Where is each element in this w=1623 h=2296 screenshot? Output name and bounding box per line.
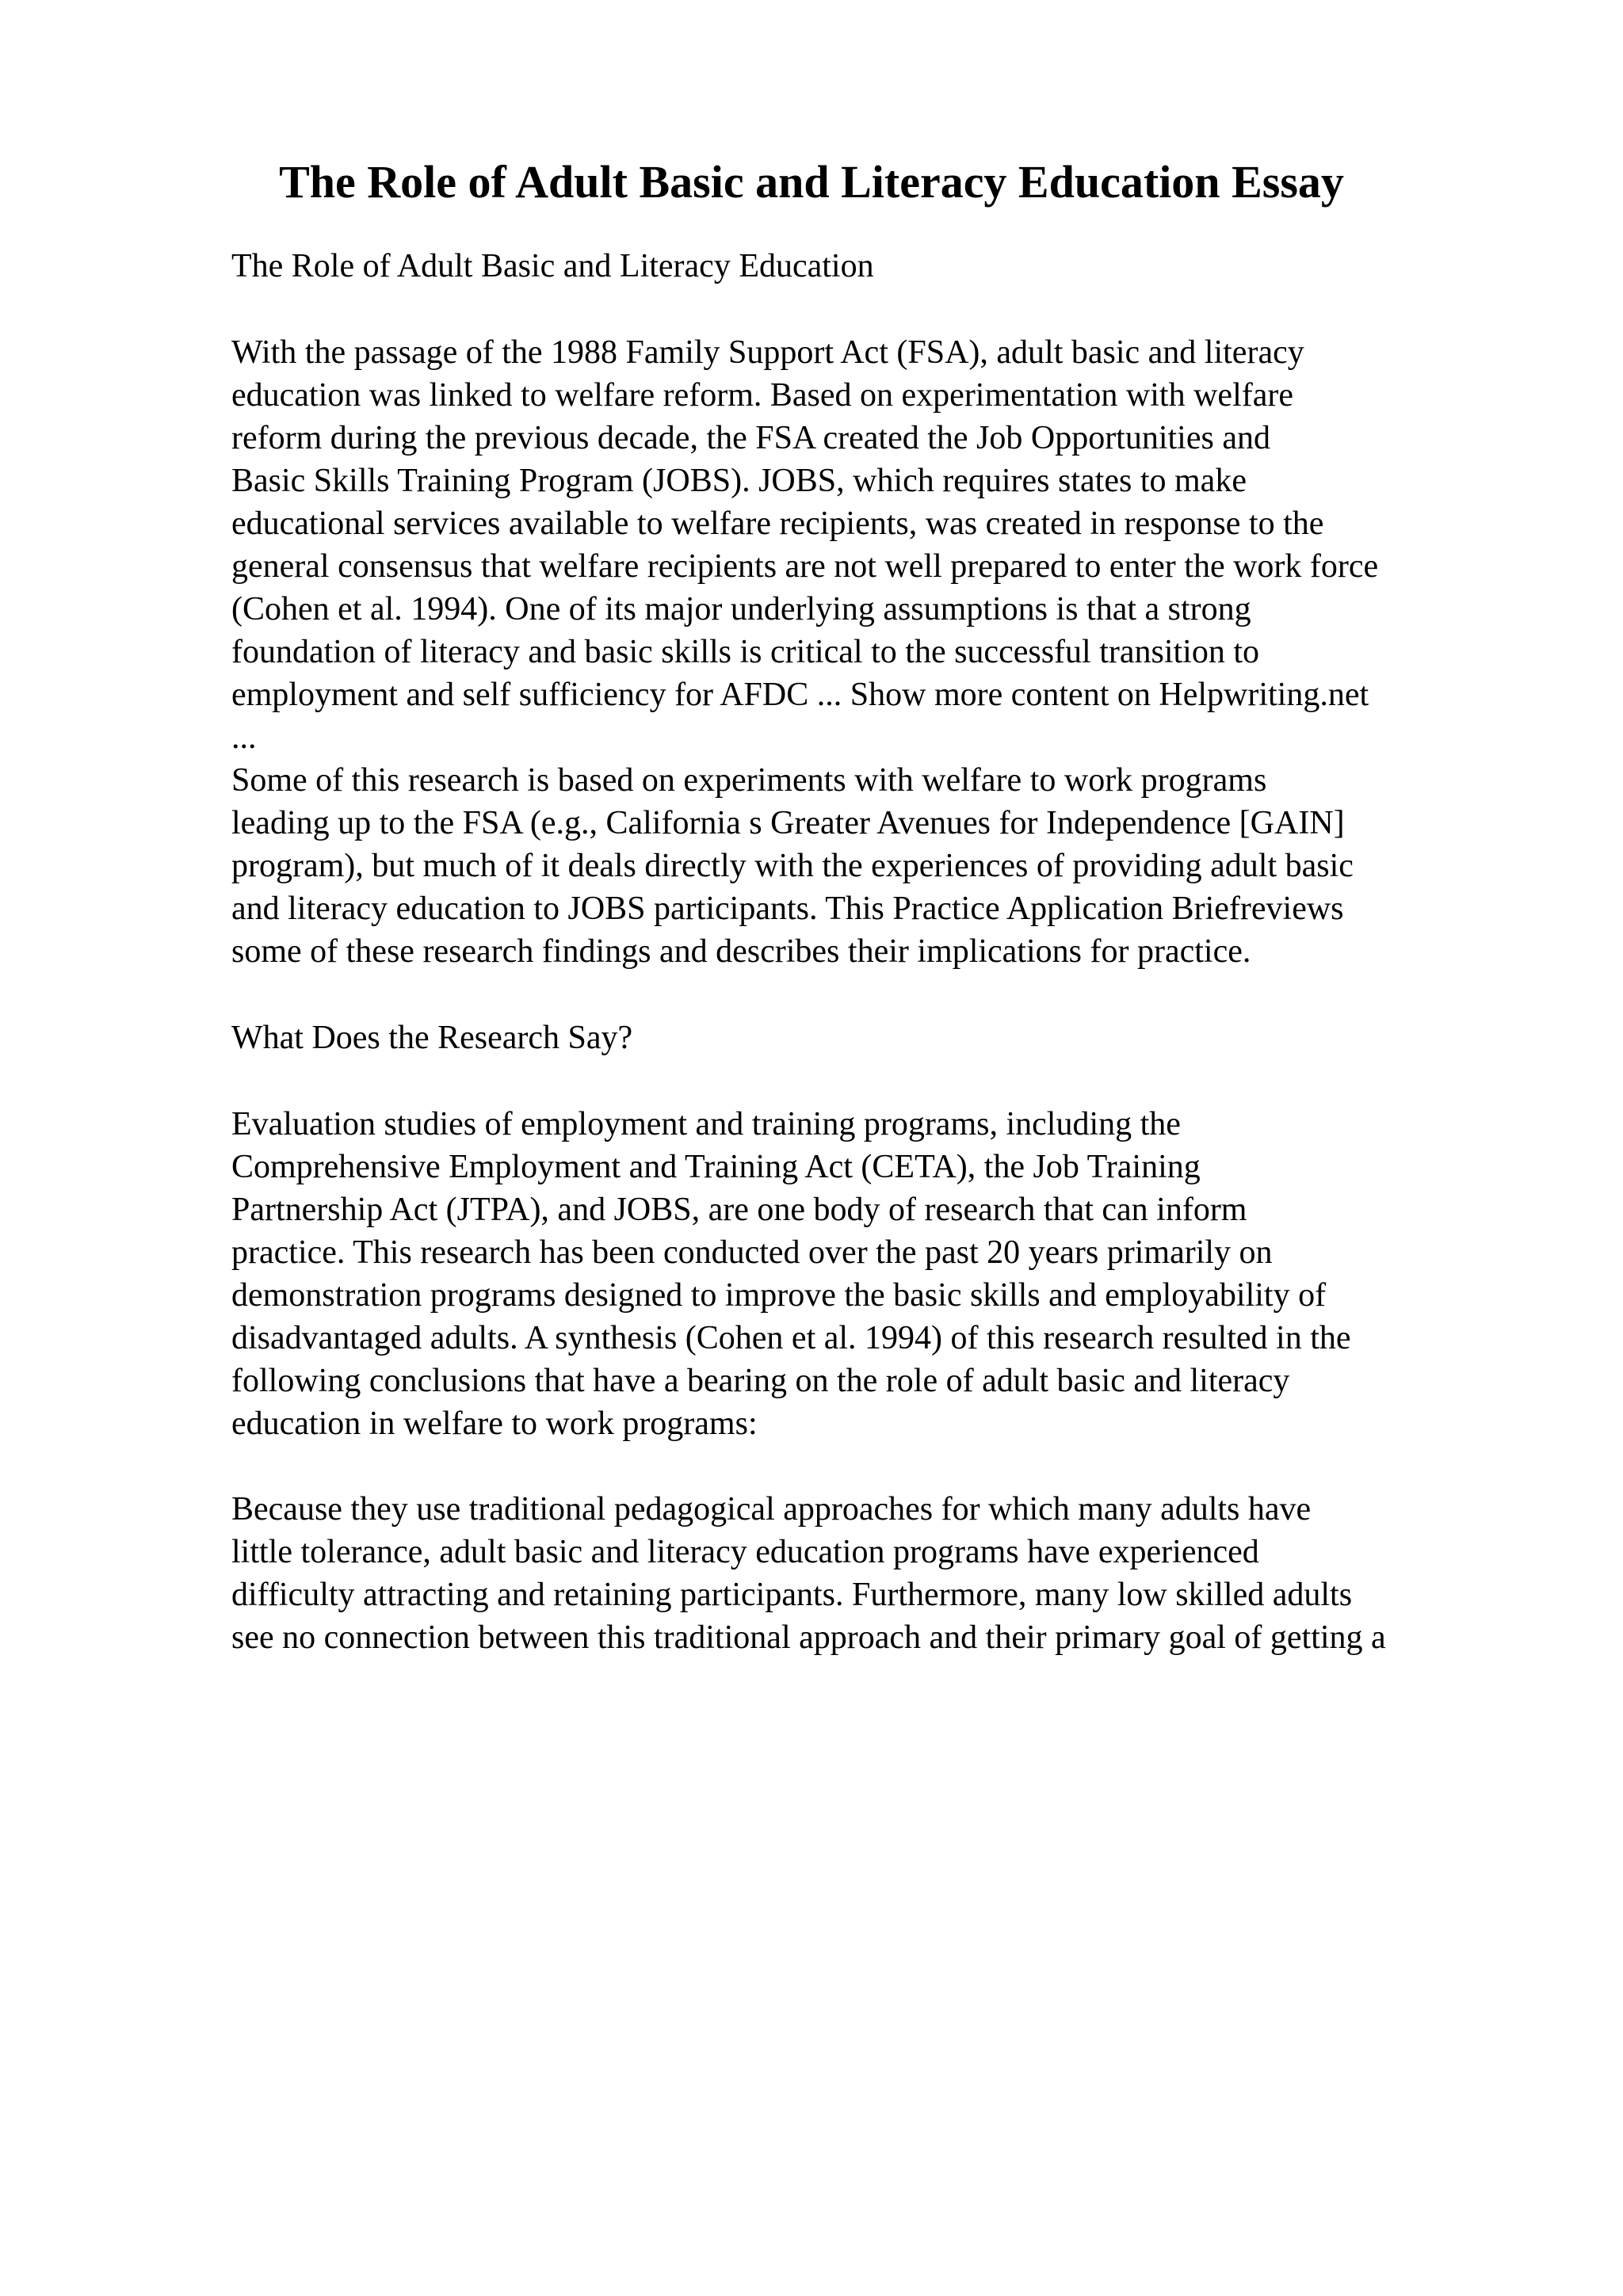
text-line: reform during the previous decade, the FSA created the Job Opportunities and xyxy=(231,420,1270,456)
text-line: following conclusions that have a bearing on the role of adult basic and literacy xyxy=(231,1363,1290,1399)
document-title: The Role of Adult Basic and Literacy Education Essay xyxy=(279,156,1344,208)
text-line: Comprehensive Employment and Training Act (CETA), the Job Training xyxy=(231,1149,1201,1185)
text-line: Evaluation studies of employment and training programs, including the xyxy=(231,1106,1181,1142)
text-line: Some of this research is based on experiments with welfare to work programs xyxy=(231,762,1267,799)
text-line: some of these research findings and describes their implications for practice. xyxy=(231,933,1251,970)
text-line: education was linked to welfare reform. Based on experimentation with welfare xyxy=(231,377,1294,414)
paragraph-1 xyxy=(231,331,1547,759)
text-line: employment and self sufficiency for AFDC ... Show more content on Helpwriting.net xyxy=(231,677,1369,713)
text-line: foundation of literacy and basic skills is critical to the successful transition to xyxy=(231,634,1260,670)
paragraph-4 xyxy=(231,1488,1547,1659)
text-line: With the passage of the 1988 Family Support Act (FSA), adult basic and literacy xyxy=(231,334,1304,371)
text-line: leading up to the FSA (e.g., California s Greater Avenues for Independence [GAIN] xyxy=(231,805,1345,841)
text-line: practice. This research has been conducted over the past 20 years primarily on xyxy=(231,1234,1273,1271)
text-line: demonstration programs designed to improve the basic skills and employability of xyxy=(231,1277,1327,1314)
document-subtitle: The Role of Adult Basic and Literacy Education xyxy=(231,248,874,284)
text-line: little tolerance, adult basic and literacy education programs have experienced xyxy=(231,1534,1259,1570)
text-line: educational services available to welfare recipients, was created in response to the xyxy=(231,505,1324,542)
text-line: Partnership Act (JTPA), and JOBS, are one body of research that can inform xyxy=(231,1192,1247,1228)
text-line: education in welfare to work programs: xyxy=(231,1405,758,1442)
text-line: Because they use traditional pedagogical approaches for which many adults have xyxy=(231,1491,1312,1527)
text-line: Basic Skills Training Program (JOBS). JOBS, which requires states to make xyxy=(231,463,1247,499)
section-heading: What Does the Research Say? xyxy=(231,1020,633,1056)
paragraph-3 xyxy=(231,1103,1547,1445)
text-line: disadvantaged adults. A synthesis (Cohen et al. 1994) of this research resulted in the xyxy=(231,1320,1351,1356)
text-line: general consensus that welfare recipients are not well prepared to enter the work force xyxy=(231,548,1379,585)
text-line: see no connection between this traditional approach and their primary goal of getting a xyxy=(231,1619,1386,1656)
text-line: difficulty attracting and retaining participants. Furthermore, many low skilled adults xyxy=(231,1577,1353,1613)
text-line: and literacy education to JOBS participants. This Practice Application Briefreviews xyxy=(231,891,1344,927)
text-line: ... xyxy=(231,719,257,756)
text-line: program), but much of it deals directly with the experiences of providing adult basic xyxy=(231,848,1354,884)
text-line: (Cohen et al. 1994). One of its major underlying assumptions is that a strong xyxy=(231,591,1251,627)
paragraph-2 xyxy=(231,759,1547,973)
